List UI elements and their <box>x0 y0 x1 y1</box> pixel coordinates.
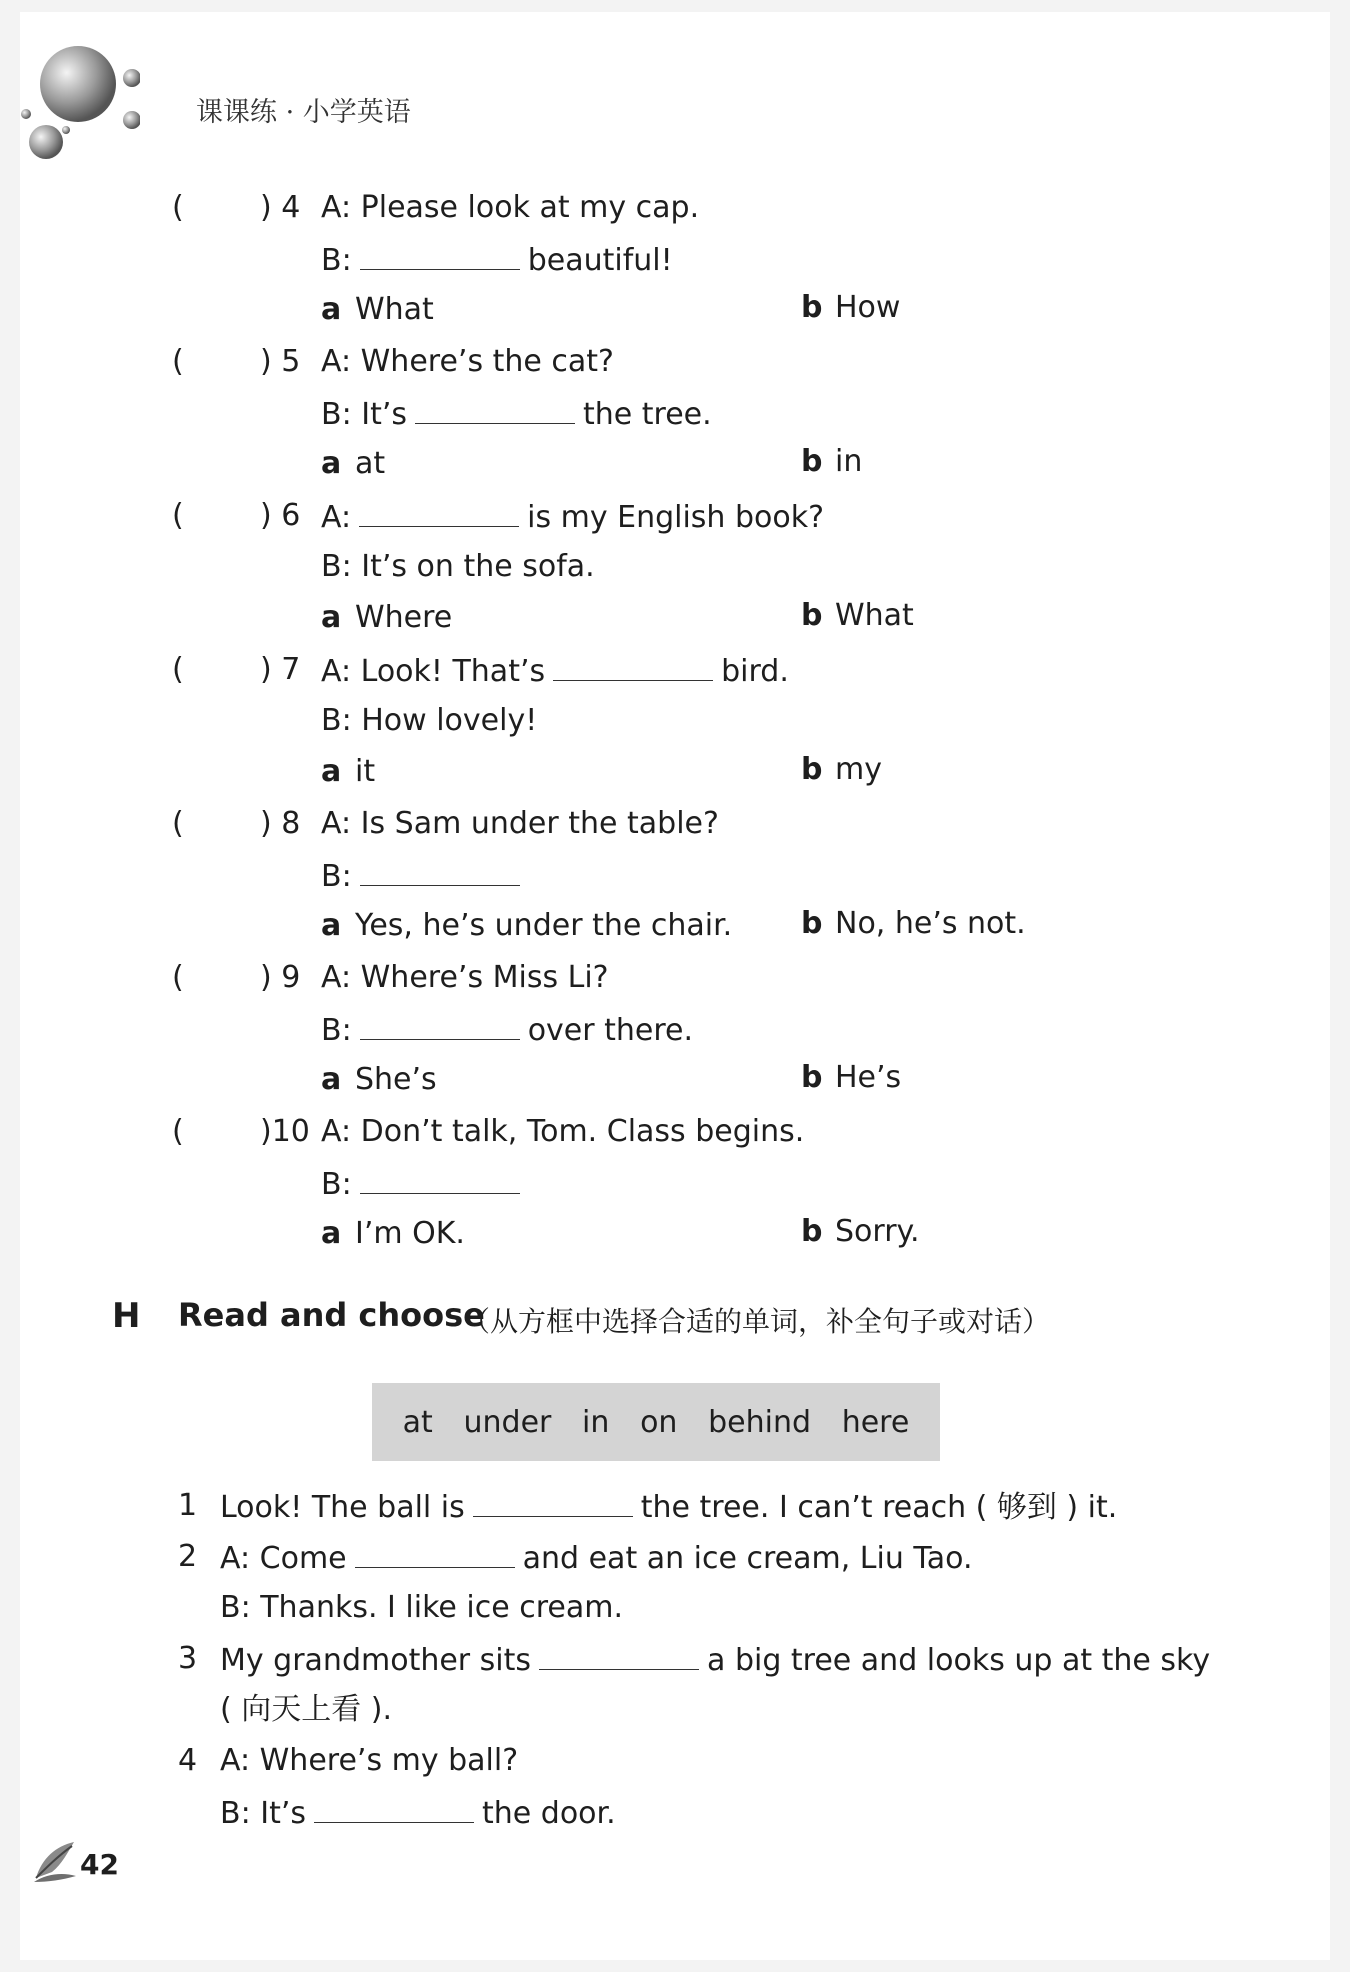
answer-blank[interactable] <box>539 1641 699 1670</box>
word-bank-item: here <box>841 1404 910 1440</box>
question-number: ) 4 <box>260 190 301 225</box>
question-line-a: A: Is Sam under the table? <box>321 806 719 841</box>
fill-in-item-1: Look! The ball is the tree. I can’t reach ( 够到 ) it. <box>220 1490 1118 1525</box>
question-line-a: A: Where’s the cat? <box>321 344 614 379</box>
option-b: b He’s <box>801 1060 902 1095</box>
fill-in-item-3: My grandmother sits a big tree and looks up at the sky <box>220 1643 1211 1678</box>
bubbles-logo-icon <box>20 42 140 172</box>
question-line-b: B: beautiful! <box>321 243 673 278</box>
question-line-a: A: is my English book? <box>321 500 825 535</box>
option-a: a What <box>321 292 434 327</box>
option-b: b What <box>801 598 914 633</box>
answer-paren: ( <box>172 960 184 995</box>
word-bank-item: under <box>463 1404 552 1440</box>
question-number: ) 8 <box>260 806 301 841</box>
answer-paren: ( <box>172 652 184 687</box>
section-subtitle: （从方框中选择合适的单词，补全句子或对话） <box>462 1305 1051 1338</box>
answer-blank[interactable] <box>473 1488 633 1517</box>
question-line-a: A: Where’s Miss Li? <box>321 960 609 995</box>
answer-paren: ( <box>172 1114 184 1149</box>
word-bank-item: in <box>582 1404 610 1440</box>
option-a: a it <box>321 754 376 789</box>
answer-blank[interactable] <box>314 1794 474 1823</box>
option-a: a She’s <box>321 1062 437 1097</box>
option-a: a Where <box>321 600 453 635</box>
answer-paren: ( <box>172 190 184 225</box>
question-line-a: A: Don’t talk, Tom. Class begins. <box>321 1114 805 1149</box>
word-bank-box <box>372 1383 940 1461</box>
item-3-line-b: ( 向天上看 ). <box>220 1692 393 1727</box>
question-line-b: B: It’s the tree. <box>321 397 712 432</box>
answer-blank[interactable] <box>359 498 519 527</box>
question-line-b: B: How lovely! <box>321 703 538 738</box>
answer-paren: ( <box>172 498 184 533</box>
word-bank-item: at <box>402 1404 433 1440</box>
question-number: )10 <box>260 1114 310 1149</box>
answer-blank[interactable] <box>360 857 520 886</box>
answer-blank[interactable] <box>415 395 575 424</box>
question-line-b: B: <box>321 857 528 895</box>
option-b: b No, he’s not. <box>801 906 1026 941</box>
option-a: a Yes, he’s under the chair. <box>321 908 733 943</box>
fill-in-item-2: A: Come and eat an ice cream, Liu Tao. <box>220 1541 973 1576</box>
workbook-page <box>20 12 1330 1960</box>
header-title: 课课练 · 小学英语 <box>196 97 411 128</box>
answer-paren: ( <box>172 344 184 379</box>
answer-blank[interactable] <box>360 1165 520 1194</box>
question-number: ) 6 <box>260 498 301 533</box>
item-4-line-a: A: Where’s my ball? <box>220 1743 519 1778</box>
section-title: Read and choose <box>178 1296 485 1334</box>
answer-blank[interactable] <box>553 652 713 681</box>
item-2-line-b: B: Thanks. I like ice cream. <box>220 1590 623 1625</box>
page-number: 42 <box>80 1848 119 1881</box>
fill-in-item-4: B: It’s the door. <box>220 1796 616 1831</box>
item-number: 3 <box>178 1641 198 1676</box>
option-a: a at <box>321 446 386 481</box>
item-number: 2 <box>178 1539 198 1574</box>
option-b: b How <box>801 290 901 325</box>
item-number: 1 <box>178 1488 198 1523</box>
option-b: b in <box>801 444 863 479</box>
option-a: a I’m OK. <box>321 1216 465 1251</box>
answer-paren: ( <box>172 806 184 841</box>
question-number: ) 5 <box>260 344 301 379</box>
leaf-icon <box>32 1838 78 1884</box>
answer-blank[interactable] <box>355 1539 515 1568</box>
question-number: ) 9 <box>260 960 301 995</box>
section-letter: H <box>112 1296 141 1336</box>
answer-blank[interactable] <box>360 1011 520 1040</box>
word-bank-item: on <box>640 1404 678 1440</box>
option-b: b Sorry. <box>801 1214 920 1249</box>
answer-blank[interactable] <box>360 241 520 270</box>
word-bank-item: behind <box>708 1404 812 1440</box>
option-b: b my <box>801 752 882 787</box>
question-line-b: B: over there. <box>321 1013 694 1048</box>
question-line-a: A: Look! That’s bird. <box>321 654 789 689</box>
item-number: 4 <box>178 1743 198 1778</box>
question-line-b: B: It’s on the sofa. <box>321 549 595 584</box>
question-line-b: B: <box>321 1165 528 1203</box>
question-number: ) 7 <box>260 652 301 687</box>
question-line-a: A: Please look at my cap. <box>321 190 700 225</box>
